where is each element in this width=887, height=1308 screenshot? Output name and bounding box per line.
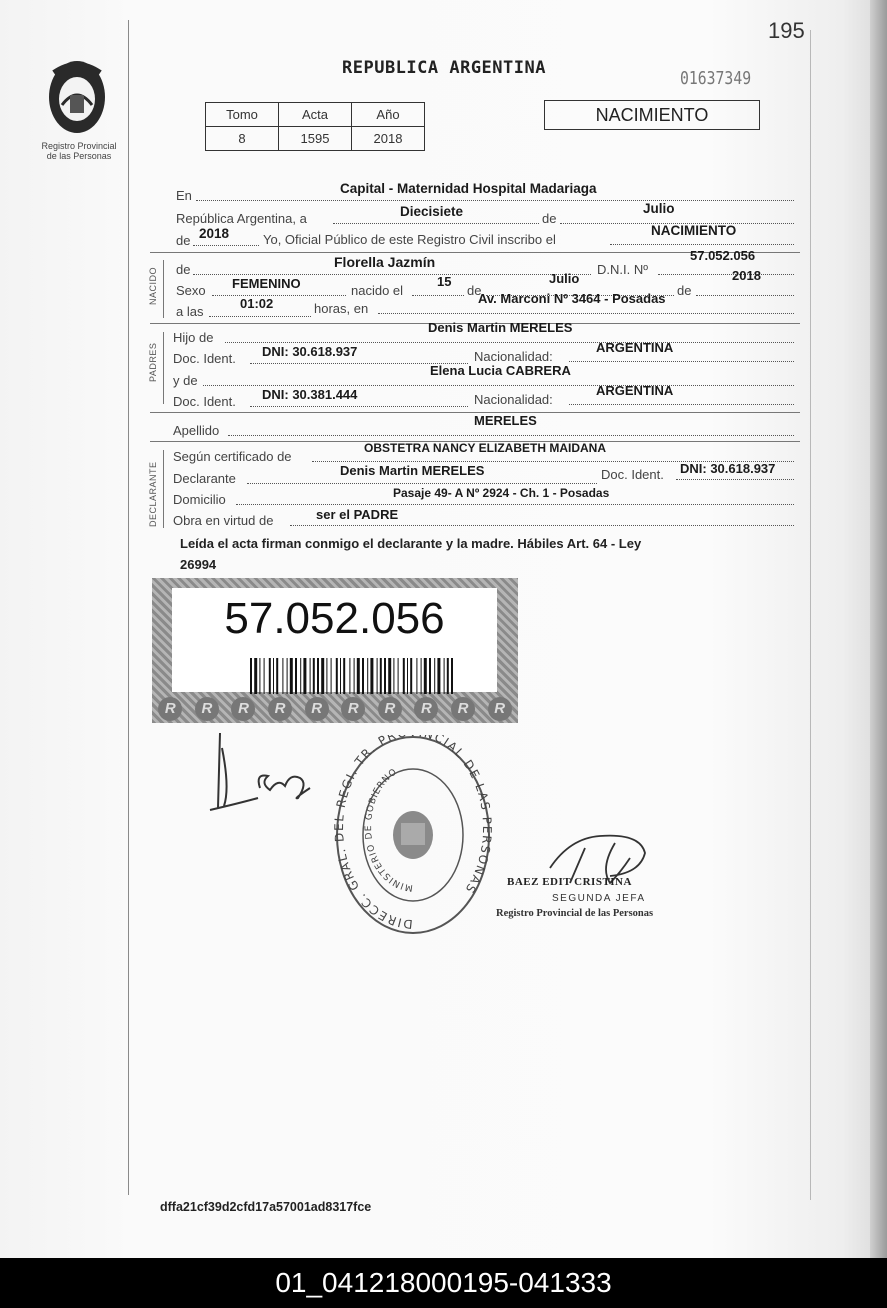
pattern-r-icon: R <box>414 697 438 721</box>
barcode-icon <box>250 658 456 696</box>
document-title: REPUBLICA ARGENTINA <box>342 58 546 78</box>
left-margin-rule <box>128 20 129 1195</box>
security-pattern-row <box>152 695 518 723</box>
padres-bracket <box>163 332 164 404</box>
declarant-doc-line <box>676 479 794 480</box>
barcode-panel <box>172 588 497 692</box>
dni-line <box>658 274 794 275</box>
birth-place: Av. Marconi Nº 3464 - Posadas <box>478 291 666 306</box>
father-nationality: ARGENTINA <box>596 340 674 355</box>
declarante-label: Declarante <box>173 471 236 486</box>
dni-label: D.N.I. Nº <box>597 262 648 277</box>
registry-value-acta: 1595 <box>279 127 352 151</box>
svg-text:DIRECC. GRAL. DEL REGI. TR. PR: DIRECC. GRAL. DEL REGI. TR. PR CIAL DE LAS PERSONAS <box>333 735 493 932</box>
apellido-value: MERELES <box>474 413 537 428</box>
birth-de-label-1: de <box>467 283 482 298</box>
place-line <box>196 200 794 201</box>
declarant-signature <box>200 728 330 818</box>
declarante-bracket <box>163 450 164 528</box>
child-name: Florella Jazmín <box>334 254 436 270</box>
year-line <box>193 245 259 246</box>
segun-certificado-label: Según certificado de <box>173 449 292 464</box>
province-shield-icon <box>40 55 115 140</box>
registry-value-ano: 2018 <box>352 127 425 151</box>
nacido-section-label: NACIDO <box>148 266 158 305</box>
apellido-line <box>228 435 794 436</box>
obra-value: ser el PADRE <box>316 507 399 522</box>
de-label-1: de <box>542 211 557 226</box>
mother-doc-label: Doc. Ident. <box>173 394 236 409</box>
nacido-bracket <box>163 260 164 318</box>
apellido-label: Apellido <box>173 423 220 438</box>
father-line <box>225 342 794 343</box>
footer-id-bar <box>0 1258 887 1308</box>
registry-table <box>205 102 425 151</box>
pattern-r-icon: R <box>378 697 402 721</box>
father-doc: DNI: 30.618.937 <box>262 344 358 359</box>
logo-caption-line1: Registro Provincial <box>41 141 117 151</box>
official-office: Registro Provincial de las Personas <box>496 908 654 919</box>
mother-nationality: ARGENTINA <box>596 383 674 398</box>
registration-day: Diecisiete <box>400 204 464 219</box>
horas-en-label: horas, en <box>314 301 369 316</box>
birth-year: 2018 <box>732 268 761 283</box>
padres-section-label: PADRES <box>148 342 158 382</box>
registry-value-tomo: 8 <box>206 127 279 151</box>
mother-line <box>203 385 794 386</box>
closing-line-2: 26994 <box>180 557 217 572</box>
registration-act: NACIMIENTO <box>651 223 737 238</box>
republica-label: República Argentina, a <box>176 211 307 226</box>
pattern-r-icon: R <box>195 697 219 721</box>
registration-place: Capital - Maternidad Hospital Madariaga <box>340 181 597 196</box>
official-title: SEGUNDA JEFA <box>552 893 646 904</box>
mother-nat-label: Nacionalidad: <box>474 392 553 407</box>
registration-month: Julio <box>643 201 675 216</box>
day-line <box>333 223 539 224</box>
svg-text:MINISTERIO DE GOBIERNO: MINISTERIO DE GOBIERNO <box>364 767 414 893</box>
sexo-label: Sexo <box>176 283 206 298</box>
birth-de-label-2: de <box>677 283 692 298</box>
a-las-label: a las <box>176 304 204 319</box>
mother-nat-line <box>569 404 794 405</box>
registry-header-ano: Año <box>352 103 425 127</box>
declarant-doc: DNI: 30.618.937 <box>680 461 776 476</box>
birth-year-line <box>696 295 794 296</box>
id-barcode-card <box>152 578 518 723</box>
right-margin-rule <box>810 30 811 1200</box>
pattern-r-icon: R <box>341 697 365 721</box>
declarant-line <box>247 483 597 484</box>
name-line <box>193 274 591 275</box>
registry-table-header-row <box>206 103 425 127</box>
hijo-de-label: Hijo de <box>173 330 214 345</box>
registry-table-value-row <box>206 127 425 151</box>
en-label: En <box>176 188 192 203</box>
birth-day-line <box>412 295 464 296</box>
mother-doc: DNI: 30.381.444 <box>262 387 358 402</box>
province-logo <box>40 55 115 140</box>
father-doc-label: Doc. Ident. <box>173 351 236 366</box>
de-label-2: de <box>176 233 191 248</box>
obra-label: Obra en virtud de <box>173 513 274 528</box>
registry-header-tomo: Tomo <box>206 103 279 127</box>
yo-oficial-text: Yo, Oficial Público de este Registro Civil inscribo el <box>263 232 556 247</box>
nacido-de-label: de <box>176 262 191 277</box>
pattern-r-icon: R <box>268 697 292 721</box>
pattern-r-icon: R <box>305 697 329 721</box>
mother-name: Elena Lucia CABRERA <box>430 363 571 378</box>
domicilio-value: Pasaje 49- A Nº 2924 - Ch. 1 - Posadas <box>393 486 610 500</box>
father-nat-line <box>569 361 794 362</box>
page-number: 195 <box>768 18 805 43</box>
serial-number: 01637349 <box>680 68 752 89</box>
nacido-el-label: nacido el <box>351 283 404 298</box>
certificate-issuer: OBSTETRA NANCY ELIZABETH MAIDANA <box>364 441 606 455</box>
birth-month: Julio <box>549 271 580 286</box>
pattern-r-icon: R <box>488 697 512 721</box>
pattern-r-icon: R <box>451 697 475 721</box>
sexo-line <box>212 295 346 296</box>
act-type-box: NACIMIENTO <box>544 100 760 130</box>
official-stamp <box>333 735 493 935</box>
registry-header-acta: Acta <box>279 103 352 127</box>
birth-time: 01:02 <box>240 296 274 311</box>
declarante-section-label: DECLARANTE <box>148 461 158 527</box>
mother-doc-line <box>250 406 468 407</box>
obra-line <box>290 525 794 526</box>
registration-year: 2018 <box>199 226 230 241</box>
barcode-number: 57.052.056 <box>224 594 445 643</box>
footer-id: 01_041218000195-041333 <box>275 1267 612 1298</box>
birth-day: 15 <box>437 274 452 289</box>
binding-shadow <box>870 0 887 1258</box>
logo-caption-line2: de las Personas <box>46 151 112 161</box>
declarant-name: Denis Martin MERELES <box>340 463 485 478</box>
closing-line-1: Leída el acta firman conmigo el declarante y la madre. Hábiles Art. 64 - Ley <box>180 536 642 551</box>
child-dni: 57.052.056 <box>690 248 756 263</box>
official-seal-icon <box>333 735 493 935</box>
domicilio-line <box>236 504 794 505</box>
child-sex: FEMENINO <box>232 276 301 291</box>
declarant-doc-label: Doc. Ident. <box>601 467 664 482</box>
document-hash: dffa21cf39d2cfd17a57001ad8317fce <box>160 1200 372 1214</box>
father-nat-label: Nacionalidad: <box>474 349 553 364</box>
time-line <box>209 316 311 317</box>
birth-place-line <box>378 313 794 314</box>
pattern-r-icon: R <box>158 697 182 721</box>
father-name: Denis Martin MERELES <box>428 320 573 335</box>
logo-caption <box>35 141 123 161</box>
y-de-label: y de <box>173 373 198 388</box>
act-line <box>610 244 794 245</box>
domicilio-label: Domicilio <box>173 492 226 507</box>
pattern-r-icon: R <box>231 697 255 721</box>
official-name: BAEZ EDIT CRISTINA <box>507 876 632 888</box>
